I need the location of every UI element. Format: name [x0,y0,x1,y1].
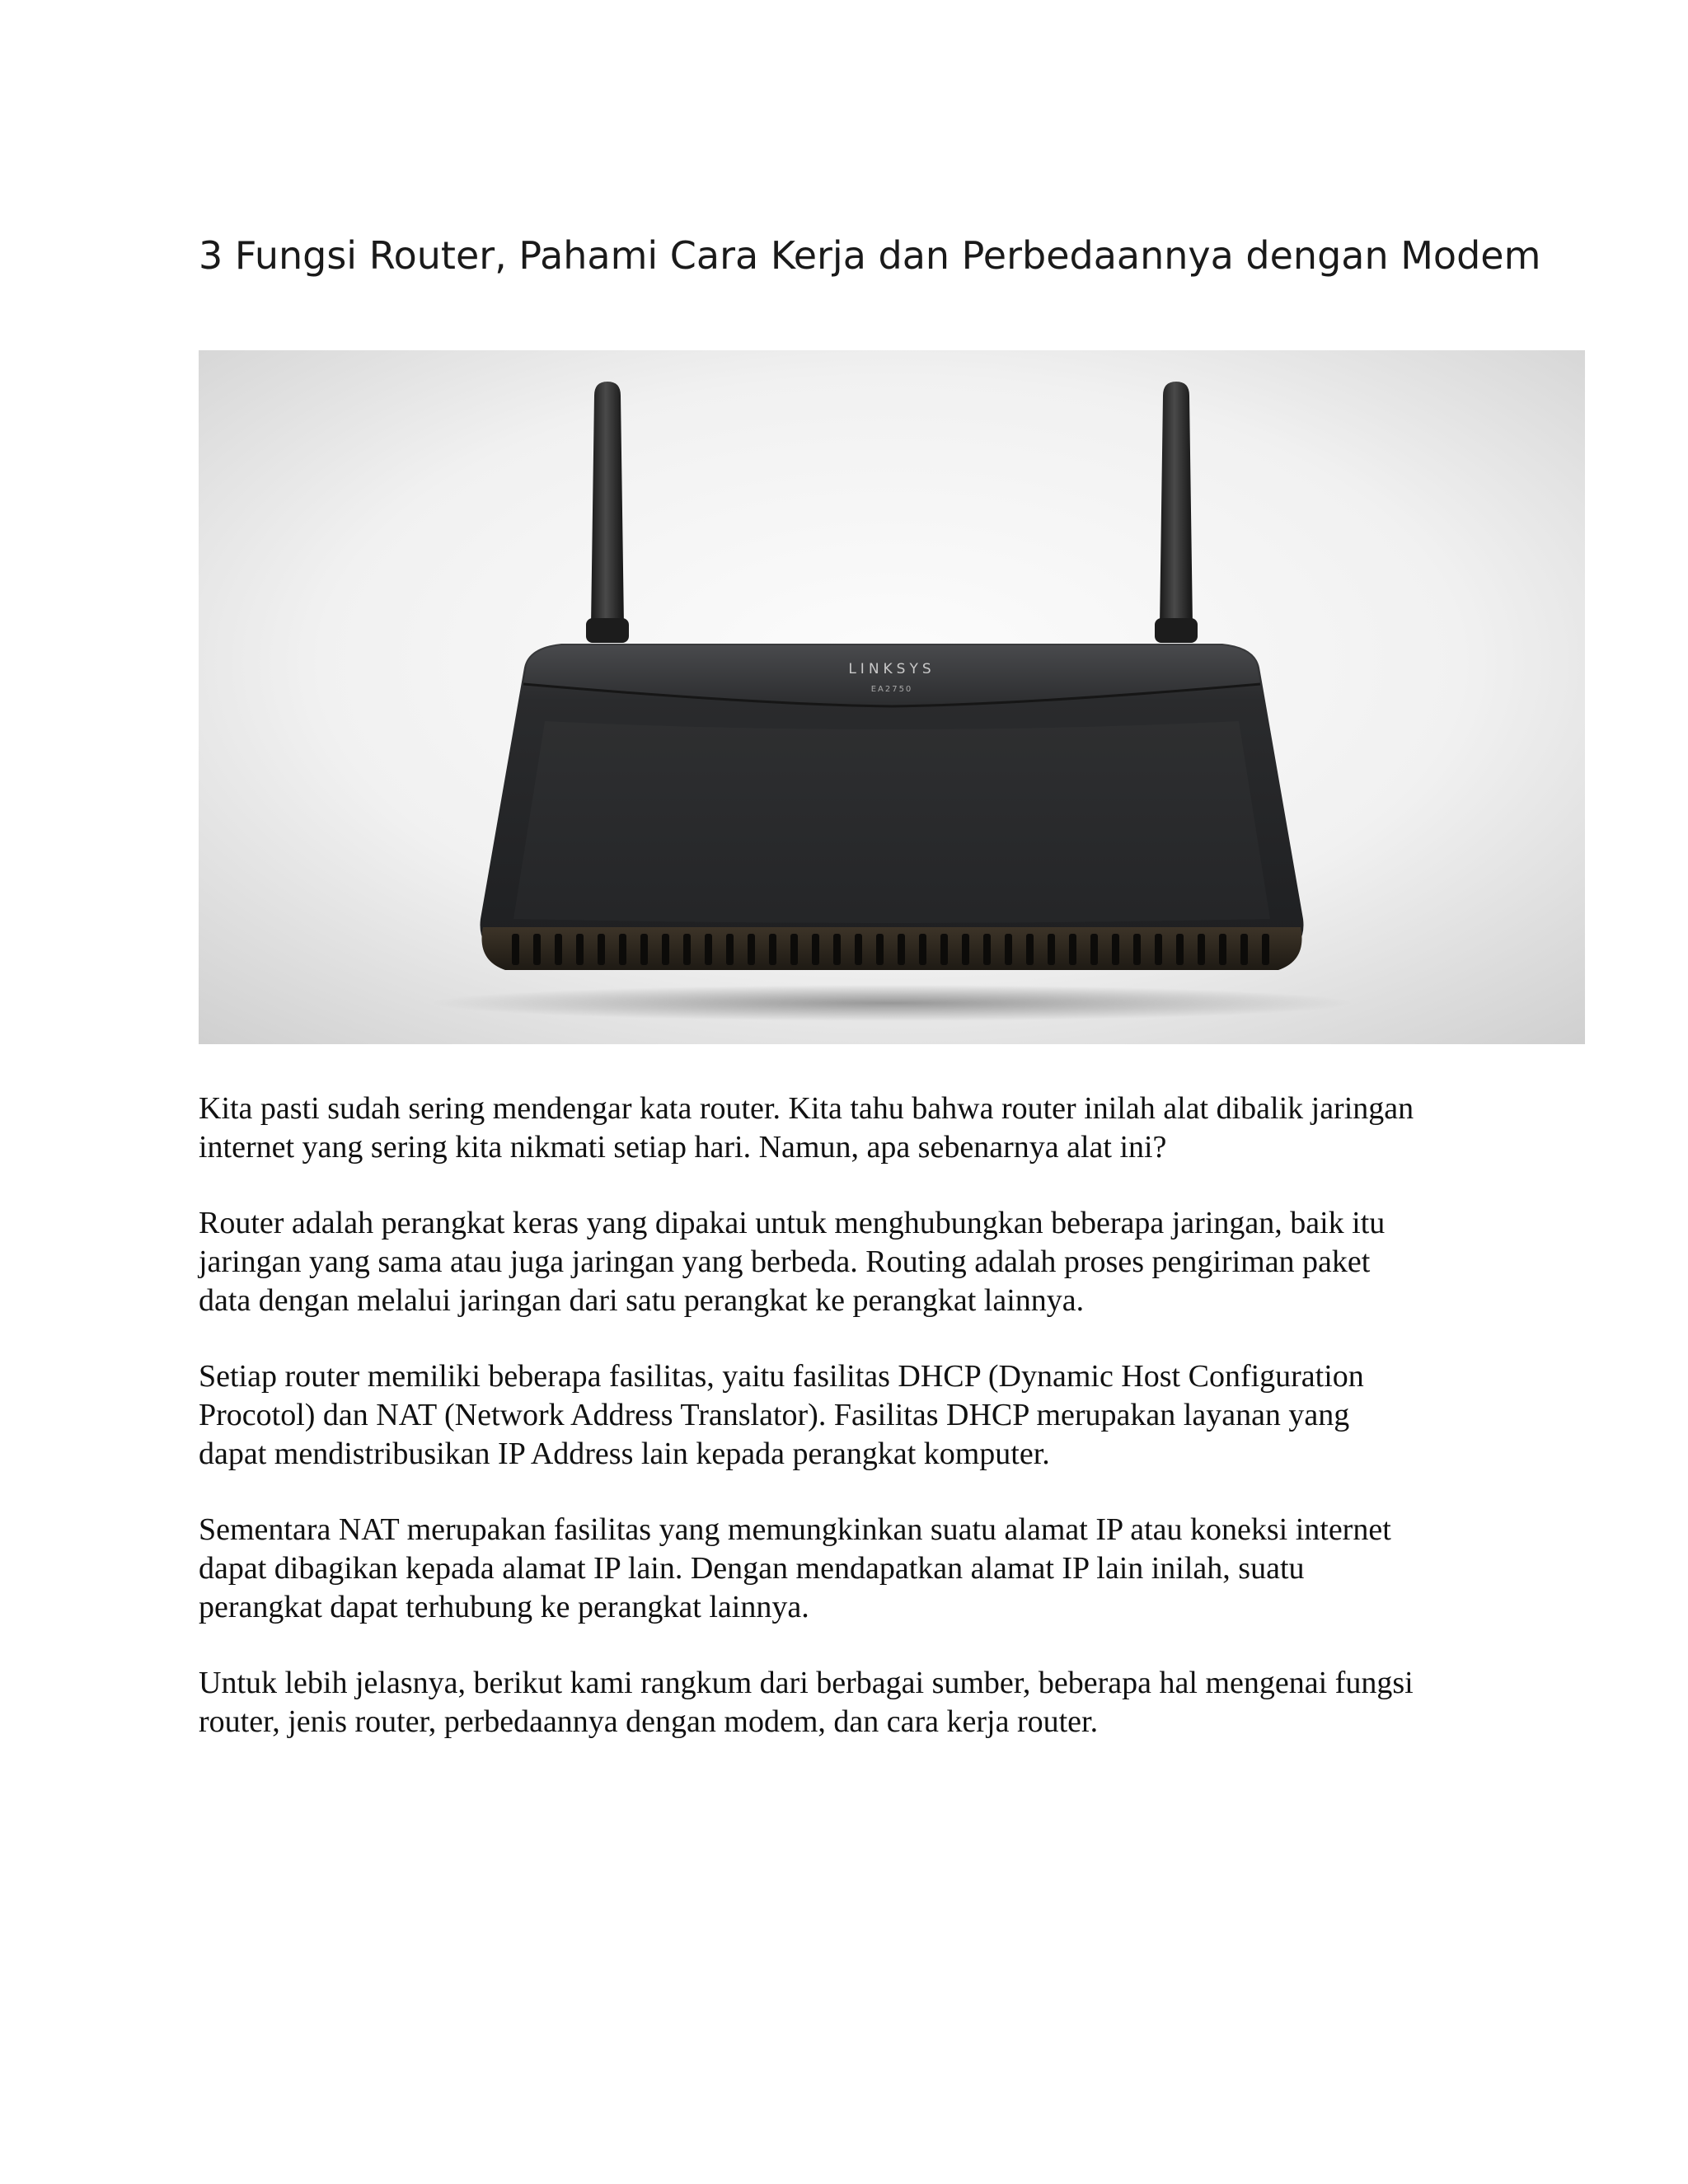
vent-slot [833,934,841,965]
vent-slot [812,934,819,965]
vent-slot [769,934,776,965]
vent-slot [705,934,712,965]
article-paragraph: Router adalah perangkat keras yang dipakai untuk menghubungkan beberapa jaringan, baik itu jaringan yang sama atau juga jaringan yang berbeda. Routing adalah proses pengiriman paket data dengan melalui jaringan dari satu perangkat ke perangkat lainnya. [199,1206,1386,1318]
vent-slot [726,934,734,965]
vent-slot [640,934,648,965]
page-title: 3 Fungsi Router, Pahami Cara Kerja dan Perbedaannya dengan Modem [199,233,1541,278]
router-shadow [430,985,1353,1021]
vent-slot [662,934,669,965]
vent-slot [598,934,605,965]
vent-slot [576,934,584,965]
vent-slot [790,934,798,965]
vent-slot [748,934,755,965]
vent-slot [898,934,905,965]
vent-slot [940,934,948,965]
vent-slot [1112,934,1119,965]
vent-slot [1133,934,1141,965]
vent-slot [983,934,991,965]
article-paragraph: Untuk lebih jelasnya, berikut kami rangkum dari berbagai sumber, beberapa hal mengenai fungsi router, jenis router, perbedaannya dengan modem, dan cara kerja router. [199,1666,1414,1739]
vent-slot [1090,934,1098,965]
router-illustration [199,350,1585,1044]
vent-slot [1198,934,1205,965]
router-brand-logo: LINKSYS [848,661,935,677]
vent-slot [962,934,969,965]
vent-slot [555,934,562,965]
vent-slot [1240,934,1248,965]
vent-slot [876,934,884,965]
vent-slot [919,934,926,965]
vent-slot [512,934,519,965]
vent-slot [1026,934,1034,965]
article-paragraph: Setiap router memiliki beberapa fasilitas, yaitu fasilitas DHCP (Dynamic Host Configuration Procotol) dan NAT (Network Address Translator). Fasilitas DHCP merupakan layanan yang dapat mendistribusikan IP Address lain kepada perangkat komputer. [199,1359,1364,1471]
article-paragraph: Kita pasti sudah sering mendengar kata router. Kita tahu bahwa router inilah alat dibalik jaringan internet yang sering kita nikmati setiap hari. Namun, apa sebenarnya alat ini? [199,1091,1414,1165]
vent-slot [619,934,626,965]
vent-slot [1155,934,1162,965]
vent-slot [855,934,862,965]
vent-slot [1005,934,1012,965]
router-photo [199,350,1585,1044]
router-vent-base [482,927,1302,970]
vent-slot [1048,934,1055,965]
article-body [199,1090,1600,1779]
vent-slot [1262,934,1269,965]
router-model-label: EA2750 [870,685,913,694]
vent-slot [1176,934,1184,965]
vent-slot [683,934,691,965]
article-paragraph: Sementara NAT merupakan fasilitas yang memungkinkan suatu alamat IP atau koneksi internet dapat dibagikan kepada alamat IP lain. Dengan mendapatkan alamat IP lain inilah, suatu perangkat dapat terhubung ke perangkat lainnya. [199,1512,1391,1624]
vent-slot [533,934,541,965]
vent-slot [1069,934,1076,965]
vent-slot [1219,934,1226,965]
